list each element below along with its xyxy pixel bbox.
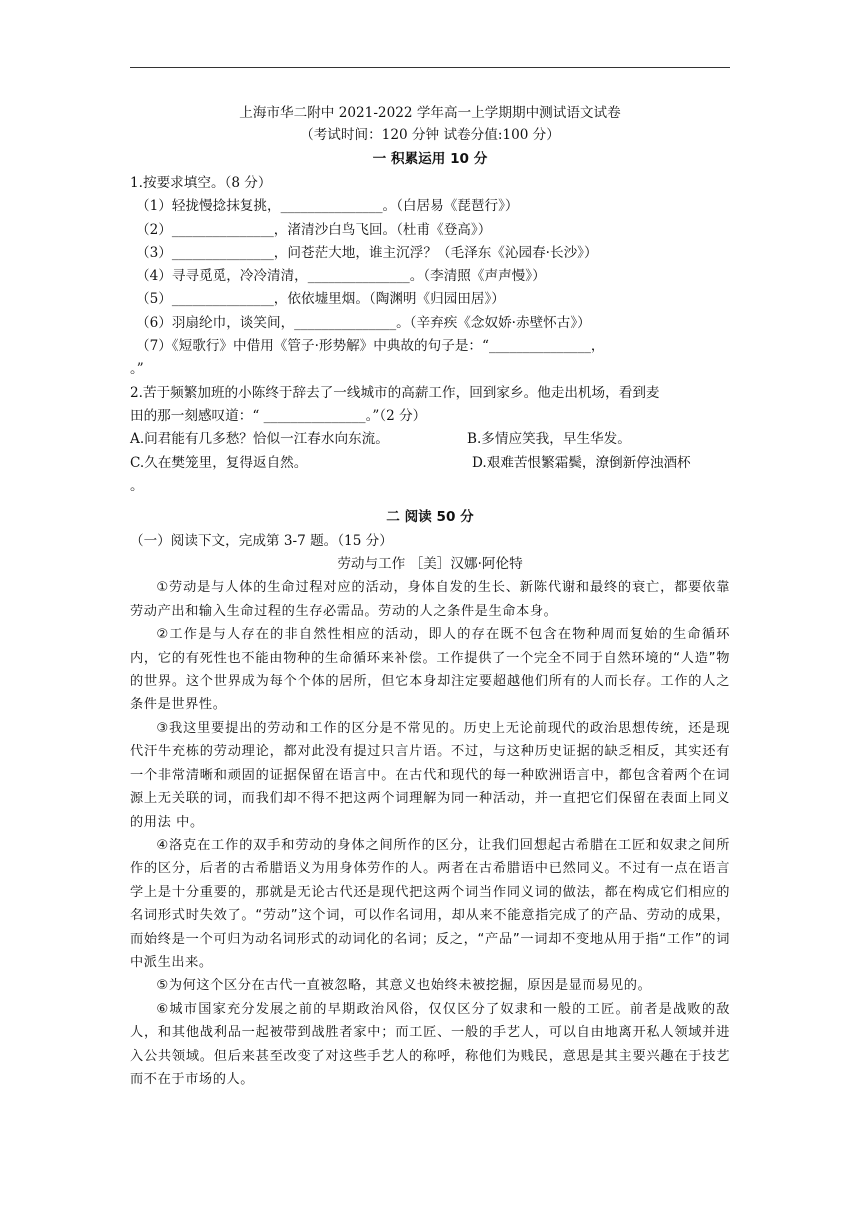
- article-paragraph-4: ④洛克在工作的双手和劳动的身体之间所作的区分，让我们回想起古希腊在工匠和奴隶之间所作的区分，后者的古希腊语义为用身体劳作的人。两者在古希腊语中已然同义。不过有一点在语言学上是十分重要的，那就是无论古代还是现代把这两个词当作同义词的做法，都在构成它们相应的名词形式时失效了。“劳动”这个词，可以作名词用，却从来不能意指完成了的产品、劳动的成果，而始终是一个可归为动名词形式的动词化的名词；反之，“产品”一词却不变地从用于指“工作”的词中派生出来。: [130, 837, 730, 970]
- exam-title: 上海市华二附中 2021-2022 学年高一上学期期中测试语文试卷: [239, 105, 621, 121]
- q1-item-6: （6）羽扇纶巾，谈笑间，_______________。（辛弃疾《念奴娇·赤壁怀古》）: [136, 314, 591, 331]
- article-title: 劳动与工作 ［美］汉娜·阿伦特: [337, 556, 523, 573]
- article-paragraph-5: ⑤为何这个区分在古代一直被忽略，其意义也始终未被挖掘，原因是显而易见的。: [156, 978, 652, 994]
- q2-options-row-2: [130, 452, 730, 475]
- question-2-prompt-line1: 2.苦于频繁加班的小陈终于辞去了一线城市的高薪工作，回到家乡。他走出机场，看到麦: [130, 384, 660, 401]
- q1-item-3: （3）_______________，问苍茫大地，谁主沉浮？（毛泽东《沁园春·长沙》）: [136, 244, 598, 261]
- q2-option-d: D.艰难苦恨繁霜鬓，潦倒新停浊酒杯: [472, 454, 691, 471]
- q1-item-5: （5）_______________，依依墟里烟。（陶渊明《归园田居》）: [136, 291, 505, 308]
- reading-intro: （一）阅读下文，完成第 3-7 题。（15 分）: [130, 533, 393, 550]
- q1-item-2: （2）_______________，渚清沙白鸟飞回。（杜甫《登高》）: [136, 221, 492, 238]
- q2-option-b: B.多情应笑我，早生华发。: [467, 431, 631, 448]
- article-paragraph-3: ③我这里要提出的劳动和工作的区分是不常见的。历史上无论前现代的政治思想传统，还是现代汗牛充栋的劳动理论，都对此没有提过只言片语。不过，与这种历史证据的缺乏相反，其实还有一个非常清晰和顽固的证据保留在语言中。在古代和现代的每一种欧洲语言中，都包含着两个在词源上无关联的词，而我们却不得不把这两个词理解为同一种活动，并一直把它们保留在表面上同义的用法 中。: [130, 720, 730, 830]
- article-paragraph-6: ⑥城市国家充分发展之前的早期政治风俗，仅仅区分了奴隶和一般的工匠。前者是战败的敌人，和其他战利品一起被带到战胜者家中；而工匠、一般的手艺人，可以自由地离开私人领域并进入公共领域。但后来甚至改变了对这些手艺人的称呼，称他们为贱民，意思是其主要兴趣在于技艺而不在于市场的人。: [130, 1001, 730, 1087]
- section-heading-2: 二 阅读 50 分: [386, 509, 474, 526]
- q1-item-1: （1）轻拢慢捻抹复挑，_______________。（白居易《琵琶行》）: [136, 198, 519, 215]
- q1-item-7-tail: 。”: [130, 361, 144, 378]
- article-paragraph-2: ②工作是与人存在的非自然性相应的活动，即人的存在既不包含在物种周而复始的生命循环内，它的有死性也不能由物种的生命循环来补偿。工作提供了一个完全不同于自然环境的“人造”物的世界。这个世界成为每个个体的居所，但它本身却注定要超越他们所有的人而长存。工作的人之条件是世界性。: [130, 627, 730, 713]
- q2-option-c: C.久在樊笼里，复得返自然。: [130, 454, 308, 471]
- article-paragraph-1: ①劳动是与人体的生命过程对应的活动，身体自发的生长、新陈代谢和最终的衰亡，都要依靠劳动产出和输入生命过程的生存必需品。劳动的人之条件是生命本身。: [130, 580, 730, 619]
- q1-item-7: （7）《短歌行》中借用《管子·形势解》中典故的句子是：“_______________，: [136, 338, 605, 355]
- header-rule: [130, 67, 730, 68]
- section-heading-1: 一 积累运用 10 分: [372, 151, 488, 167]
- exam-subtitle: （考试时间：120 分钟 试卷分值:100 分）: [300, 127, 560, 143]
- q2-option-a: A.问君能有几多愁？恰似一江春水向东流。: [130, 431, 389, 448]
- q2-option-d-tail: 。: [130, 477, 144, 494]
- question-1-prompt: 1.按要求填空。（8 分）: [130, 175, 272, 191]
- exam-page: [130, 102, 730, 1091]
- q1-item-4: （4）寻寻觅觅，冷冷清清，_______________。（李清照《声声慢》）: [136, 268, 546, 285]
- q2-options-row-1: [130, 428, 730, 451]
- question-2-prompt-line2: 田的那一刻感叹道：“ _______________。”（2 分）: [130, 407, 427, 424]
